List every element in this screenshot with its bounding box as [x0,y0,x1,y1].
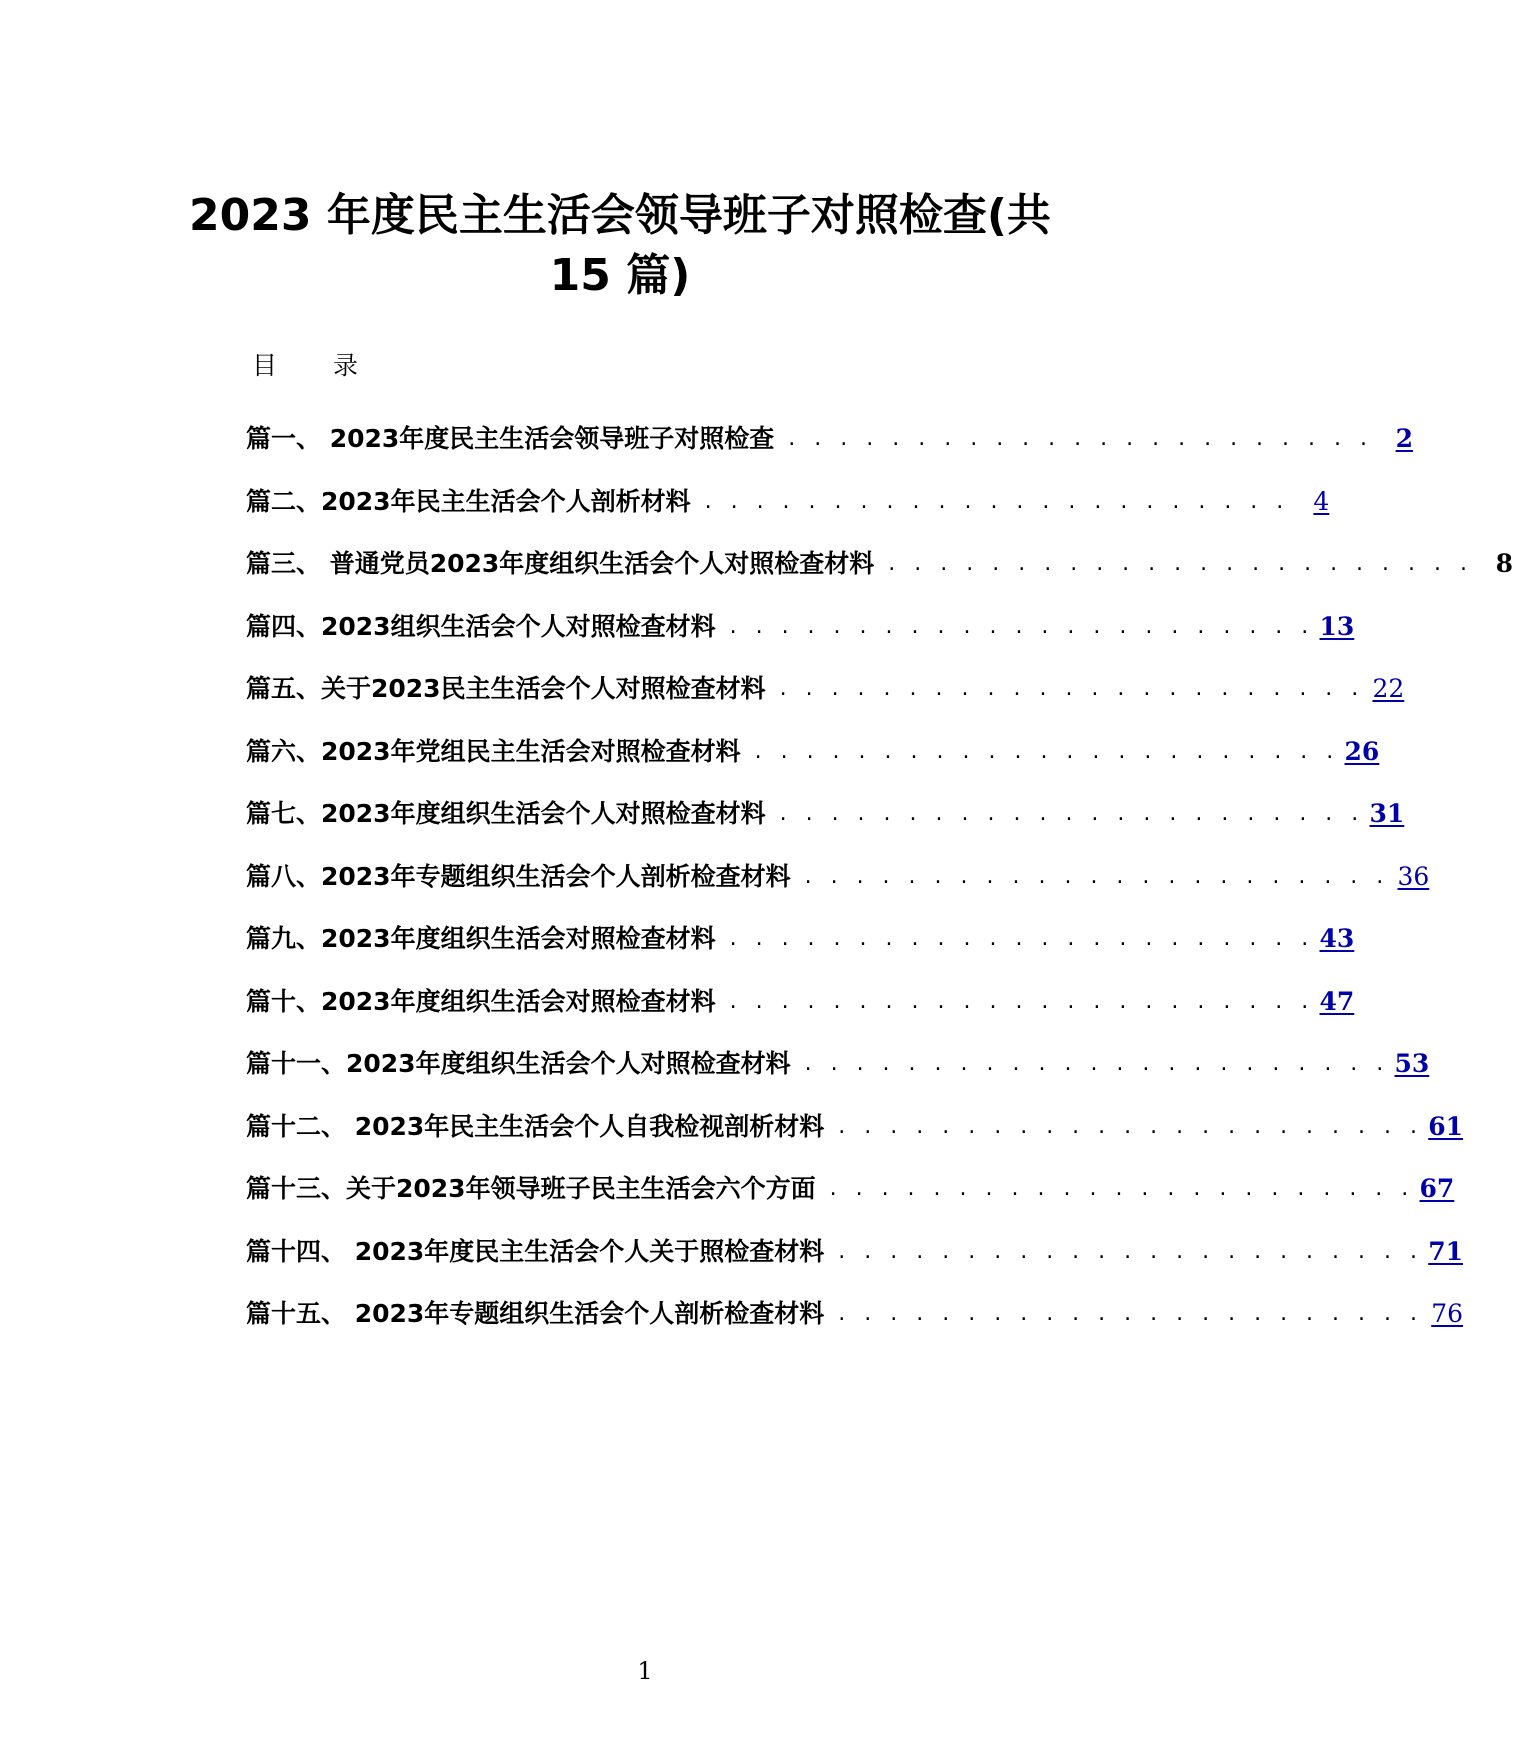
toc-entry-label: 篇二、2023年民主生活会个人剖析材料 [246,486,691,516]
toc-page-link[interactable]: 76 [1431,1299,1463,1329]
toc-leader-dots: . . . . . . . . . . . . . . . . . . . . . . . [779,801,1365,827]
toc-entry-label: 篇十四、 2023年度民主生活会个人关于照检查材料 [246,1236,825,1266]
toc-page-link[interactable]: 67 [1419,1174,1455,1204]
toc-entry-9[interactable] [246,908,1355,971]
toc-entry-label: 篇十五、 2023年专题组织生活会个人剖析检查材料 [246,1299,825,1329]
toc-page-link[interactable]: 4 [1313,486,1330,516]
toc-entry-label: 篇十一、2023年度组织生活会个人对照检查材料 [246,1049,791,1079]
toc-entry-2[interactable] [246,471,1330,534]
toc-leader-dots: . . . . . . . . . . . . . . . . . . . . . . . [804,863,1390,889]
toc-page-link[interactable]: 31 [1369,799,1405,829]
toc-leader-dots: . . . . . . . . . . . . . . . . . . . . . . . [838,1238,1423,1264]
toc-page-link[interactable]: 47 [1319,986,1355,1016]
toc-leader-dots: . . . . . . . . . . . . . . . . . . . . . . . [804,1051,1390,1077]
toc-page-link[interactable]: 53 [1394,1049,1430,1079]
toc-page-link[interactable]: 71 [1428,1236,1463,1266]
toc-entry-label: 篇十、2023年度组织生活会对照检查材料 [246,986,716,1016]
toc-entry-15[interactable] [246,1283,1463,1346]
toc-entry-label: 篇四、2023组织生活会个人对照检查材料 [246,611,716,641]
toc-leader-dots: . . . . . . . . . . . . . . . . . . . . . . . [729,613,1315,639]
toc-entry-11[interactable] [246,1033,1430,1096]
toc-entry-14[interactable] [246,1221,1463,1284]
page-number: 1 [637,1657,653,1685]
toc-entry-3[interactable] [246,533,1513,596]
toc-page-link[interactable]: 36 [1397,861,1430,891]
toc-entry-1[interactable] [246,408,1413,471]
toc-page-link[interactable]: 2 [1395,424,1413,454]
toc-leader-dots: . . . . . . . . . . . . . . . . . . . . . . . [838,1301,1423,1327]
toc-page-link[interactable]: 22 [1372,674,1405,704]
toc-page-link[interactable]: 26 [1344,736,1380,766]
toc-entry-8[interactable] [246,846,1430,909]
document-title-line-2: 15 篇) [549,250,691,301]
toc-heading: 目 录 [252,351,382,380]
toc-entry-label: 篇八、2023年专题组织生活会个人剖析检查材料 [246,861,791,891]
toc-entry-label: 篇七、2023年度组织生活会个人对照检查材料 [246,799,766,829]
toc-entry-label: 篇五、关于2023民主生活会个人对照检查材料 [246,674,766,704]
toc-leader-dots: . . . . . . . . . . . . . . . . . . . . . . . [729,988,1315,1014]
toc-entry-5[interactable] [246,658,1405,721]
toc-entry-label: 篇一、 2023年度民主生活会领导班子对照检查 [246,424,775,454]
toc-page-link[interactable]: 61 [1428,1111,1463,1141]
toc-entry-label: 篇六、2023年党组民主生活会对照检查材料 [246,736,741,766]
toc-leader-dots: . . . . . . . . . . . . . . . . . . . . . . . [829,1176,1415,1202]
toc-leader-dots: . . . . . . . . . . . . . . . . . . . . . . . [704,488,1290,514]
toc-entry-12[interactable] [246,1096,1463,1159]
toc-entry-label: 篇九、2023年度组织生活会对照检查材料 [246,924,716,954]
toc-leader-dots: . . . . . . . . . . . . . . . . . . . . . . . [779,676,1365,702]
toc-entry-label: 篇三、 普通党员2023年度组织生活会个人对照检查材料 [246,549,875,579]
toc-entry-13[interactable] [246,1158,1455,1221]
table-of-contents [246,408,1513,1346]
toc-leader-dots: . . . . . . . . . . . . . . . . . . . . . . . [729,926,1315,952]
toc-page-link[interactable]: 13 [1319,611,1355,641]
toc-leader-dots: . . . . . . . . . . . . . . . . . . . . . . . [788,426,1373,452]
toc-entry-4[interactable] [246,596,1355,659]
document-title-line-1: 2023 年度民主生活会领导班子对照检查(共 [189,190,1051,241]
toc-entry-6[interactable] [246,721,1380,784]
toc-leader-dots: . . . . . . . . . . . . . . . . . . . . . . . [838,1113,1423,1139]
toc-entry-10[interactable] [246,971,1355,1034]
toc-entry-label: 篇十二、 2023年民主生活会个人自我检视剖析材料 [246,1111,825,1141]
toc-page-link[interactable]: 8 [1495,549,1513,579]
toc-page-link[interactable]: 43 [1319,924,1355,954]
toc-entry-label: 篇十三、关于2023年领导班子民主生活会六个方面 [246,1174,816,1204]
toc-entry-7[interactable] [246,783,1405,846]
toc-leader-dots: . . . . . . . . . . . . . . . . . . . . . . . [754,738,1340,764]
toc-leader-dots: . . . . . . . . . . . . . . . . . . . . . . . [888,551,1473,577]
